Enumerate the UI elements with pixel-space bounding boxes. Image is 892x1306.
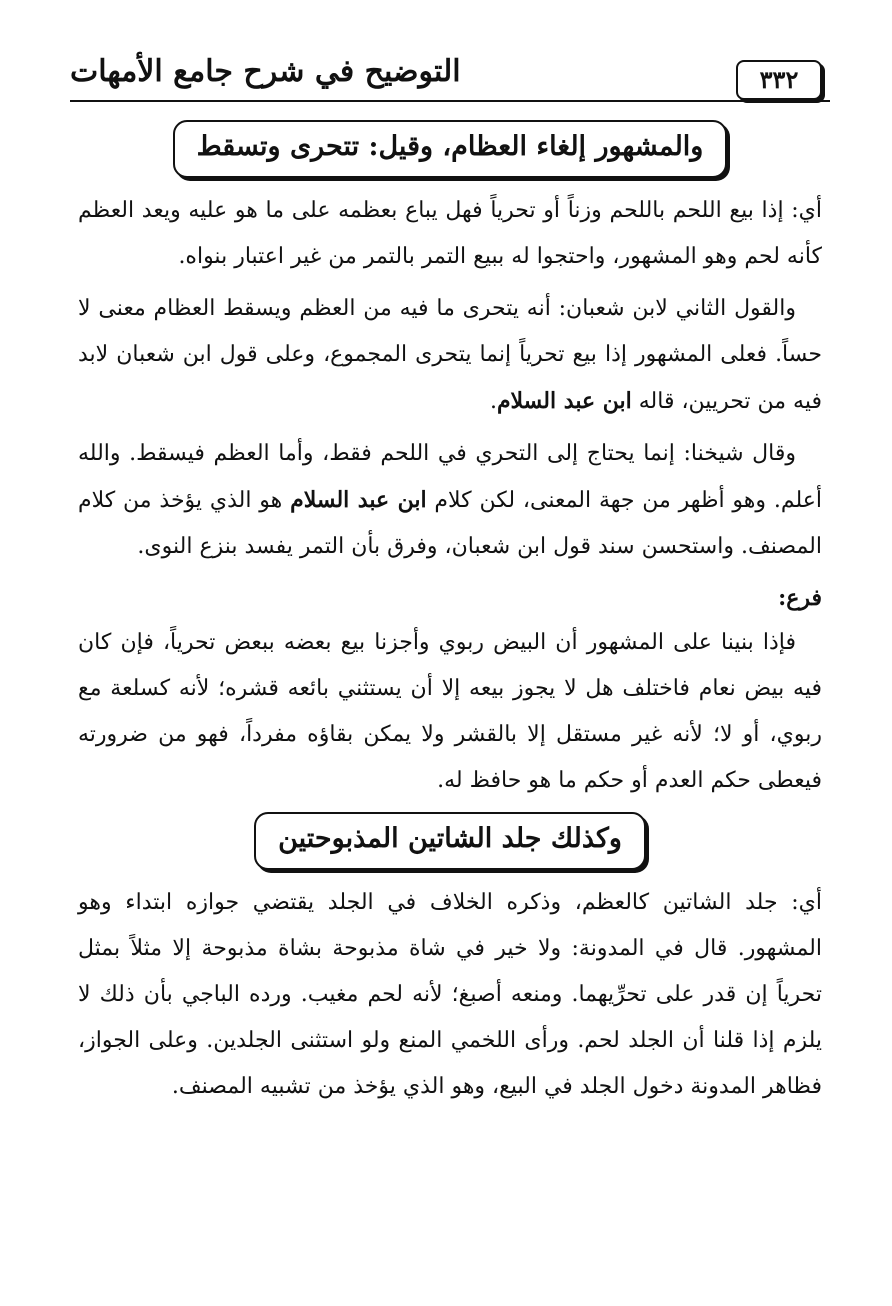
page-header	[70, 40, 830, 102]
matn-text-2: وكذلك جلد الشاتين المذبوحتين	[254, 812, 646, 870]
paragraph-1: أي: إذا بيع اللحم باللحم وزناً أو تحرياً فهل يباع بعظمه على ما هو عليه ويعد العظم كأنه لحم وهو المشهور، واحتجوا له ببيع التمر بالتمر من غير اعتبار بنواه.	[78, 198, 822, 269]
scholar-name: ابن عبد السلام	[496, 388, 632, 414]
paragraph-2	[78, 286, 822, 425]
page-content	[78, 112, 822, 1116]
page-number: ٣٣٢	[736, 60, 822, 100]
paragraph-5: أي: جلد الشاتين كالعظم، وذكره الخلاف في الجلد يقتضي جوازه ابتداء وهو المشهور. قال في المدونة: ولا خير في شاة مذبوحة بشاة مذبوحة إلا مثلاً بمثل تحرياً إن قدر على تحرِّيهما. ومنعه أصبغ؛ لأنه لحم مغيب. ورده الباجي بأن ذلك لا يلزم إذا قلنا أن الجلد لحم. ورأى اللخمي المنع ولو استثنى الجلدين. وعلى الجواز، فظاهر المدونة دخول الجلد في البيع، وهو الذي يؤخذ من تشبيه المصنف.	[78, 890, 822, 1099]
matn-text-1: والمشهور إلغاء العظام، وقيل: تتحرى وتسقط	[173, 120, 728, 178]
running-title: التوضيح في شرح جامع الأمهات	[70, 54, 461, 89]
matn-block-1	[78, 120, 822, 178]
matn-block-2	[78, 812, 822, 870]
scholar-name: ابن عبد السلام	[290, 487, 427, 513]
paragraph-2-text: والقول الثاني لابن شعبان: أنه يتحرى ما فيه من العظم ويسقط العظام معنى لا حساً. فعلى المشهور إذا بيع تحرياً إنما يتحرى المجموع، وعلى قول ابن شعبان لابد فيه من تحريين، قاله	[78, 296, 822, 414]
header-rule	[70, 100, 830, 102]
paragraph-3	[78, 431, 822, 570]
subsection-heading: فرع:	[778, 585, 822, 611]
paragraph-3-text: وقال شيخنا: إنما يحتاج إلى التحري في اللحم فقط، وأما العظم فيسقط. والله أعلم. وهو أظهر من جهة المعنى، لكن كلام	[78, 441, 822, 513]
paragraph-4: فإذا بنينا على المشهور أن البيض ربوي وأجزنا بيع بعضه ببعض تحرياً، فإن كان فيه بيض نعام فاختلف هل لا يجوز بيعه إلا أن يستثني بائعه قشره؛ لأنه كسلعة مع ربوي، أو لا؛ لأنه غير مستقل إلا بالقشر ولا يمكن بقاؤه مفرداً، فهو من ضرورته فيعطى حكم العدم أو حكم ما هو حافظ له.	[78, 630, 822, 793]
paragraph-2-end: .	[489, 389, 497, 414]
paragraph-3-end: هو الذي يؤخذ من كلام المصنف. واستحسن سند قول ابن شعبان، وفرق بأن التمر يفسد بنزع النوى.	[78, 488, 822, 559]
